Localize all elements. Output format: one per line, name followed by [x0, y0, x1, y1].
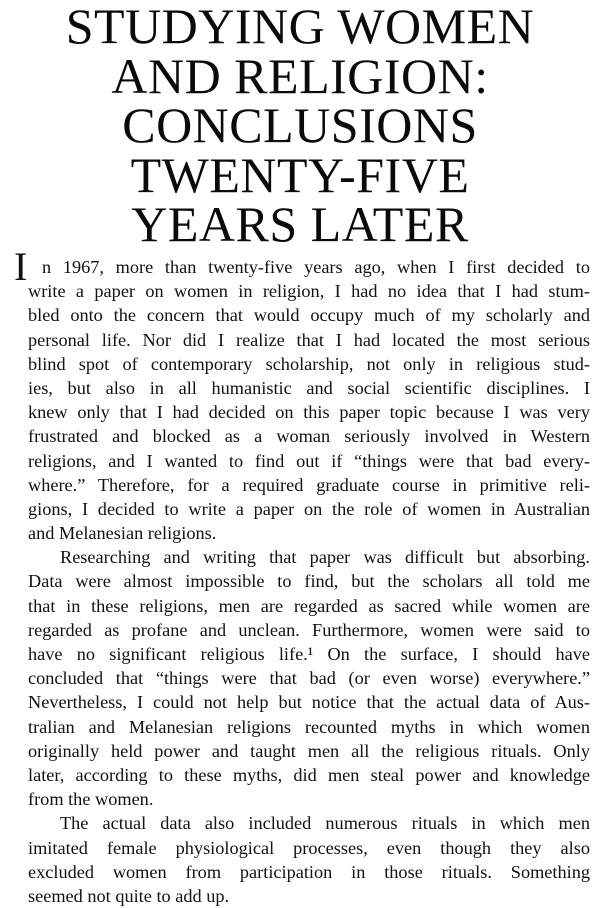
drop-cap: I — [14, 244, 28, 289]
text-line: later, according to these myths, did men steal power and knowledge — [28, 764, 590, 785]
text-line: bled onto the concern that would occupy much of my scholarly and — [28, 305, 590, 326]
text-line: religions, and I wanted to find out if “things were that bad every- — [28, 450, 590, 471]
text-line: imitated female physiological processes, even though they also — [28, 837, 590, 858]
chapter-title — [0, 2, 600, 250]
title-line: YEARS LATER — [131, 196, 469, 252]
text-line: gions, I decided to write a paper on the role of women in Australian — [28, 498, 590, 519]
text-line: knew only that I had decided on this paper topic because I was very — [28, 402, 590, 423]
title-line: TWENTY-FIVE — [130, 146, 470, 203]
paragraph — [28, 255, 590, 545]
text-line: excluded women from participation in those rituals. Something — [28, 861, 590, 882]
text-line: tralian and Melanesian religions recounted myths in which women — [28, 716, 590, 737]
paragraph — [28, 545, 590, 811]
text-line: blind spot of contemporary scholarship, not only in religious stud- — [28, 353, 590, 374]
text-line: seemed not quite to add up. — [28, 885, 230, 906]
text-line: n 1967, more than twenty-five years ago, when I first decided to — [42, 257, 590, 277]
text-line: The actual data also included numerous rituals in which men — [60, 813, 590, 834]
text-line: frustrated and blocked as a woman seriously involved in Western — [28, 426, 590, 447]
text-line: where.” Therefore, for a required graduate course in primitive reli- — [28, 474, 590, 495]
text-line: and Melanesian religions. — [28, 523, 217, 544]
title-line: STUDYING WOMEN — [65, 0, 535, 54]
text-line: concluded that “things were that bad (or even worse) everywhere.” — [28, 668, 590, 689]
text-line: personal life. Nor did I realize that I had located the most serious — [28, 329, 590, 350]
text-line: Researching and writing that paper was difficult but absorbing. — [60, 547, 590, 568]
text-line: originally held power and taught men all the religious rituals. Only — [28, 740, 590, 761]
text-line: ies, but also in all humanistic and social scientific disciplines. I — [28, 377, 590, 398]
text-line: from the women. — [28, 789, 154, 810]
text-line: Nevertheless, I could not help but notice that the actual data of Aus- — [28, 692, 590, 713]
text-line: Data were almost impossible to find, but the scholars all told me — [28, 571, 590, 592]
text-line: write a paper on women in religion, I had no idea that I had stum- — [28, 281, 590, 302]
title-line: AND RELIGION: — [111, 47, 489, 104]
title-line: CONCLUSIONS — [122, 97, 478, 153]
text-line: regarded as profane and unclean. Furthermore, women were said to — [28, 619, 590, 640]
paragraph — [28, 811, 590, 908]
text-line: that in these religions, men are regarded as sacred while women are — [28, 595, 590, 616]
body-text — [14, 244, 590, 908]
text-line: have no significant religious life.¹ On the surface, I should have — [28, 644, 590, 664]
